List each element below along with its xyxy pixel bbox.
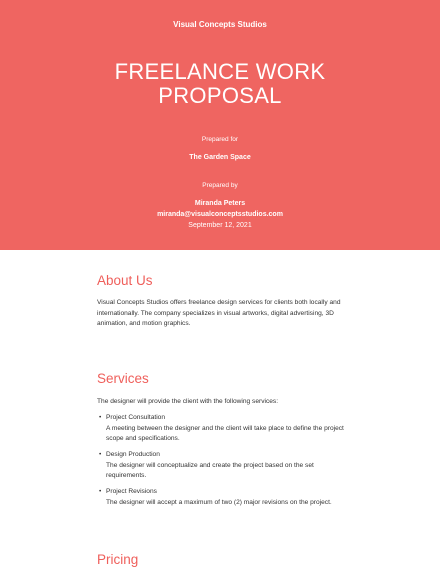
about-heading: About Us [97,273,153,288]
document-title [0,60,440,108]
header-banner [0,0,440,250]
service-name: Design Production [106,451,160,458]
pricing-heading: Pricing [97,552,139,567]
service-description: A meeting between the designer and the client will take place to define the project scope and specifications. [106,424,344,442]
company-name: Visual Concepts Studios [173,20,267,29]
document-title-line1: FREELANCE WORK [114,59,326,84]
service-name: Project Consultation [106,414,166,421]
document-title-line2: PROPOSAL [158,83,282,108]
prepared-for-label: Prepared for [201,136,239,143]
bullet-icon: • [99,414,102,421]
service-description: The designer will accept a maximum of two (2) major revisions on the project. [106,498,332,506]
bullet-icon: • [99,451,102,458]
services-intro: The designer will provide the client with the following services: [97,398,279,405]
about-text: Visual Concepts Studios offers freelance design services for clients both locally and internationally. The company specializes in visual artworks, digital advertising, 3D animation, and motion graphics. [97,299,341,327]
client-name: The Garden Space [189,154,251,161]
services-heading: Services [97,371,149,386]
author-email: miranda@visualconceptsstudios.com [157,211,283,218]
proposal-date: September 12, 2021 [188,222,252,229]
prepared-by-label: Prepared by [202,182,238,189]
author-name: Miranda Peters [194,200,246,207]
service-name: Project Revisions [106,488,157,495]
service-description: The designer will conceptualize and create the project based on the set requirements. [106,461,314,479]
bullet-icon: • [99,488,102,495]
